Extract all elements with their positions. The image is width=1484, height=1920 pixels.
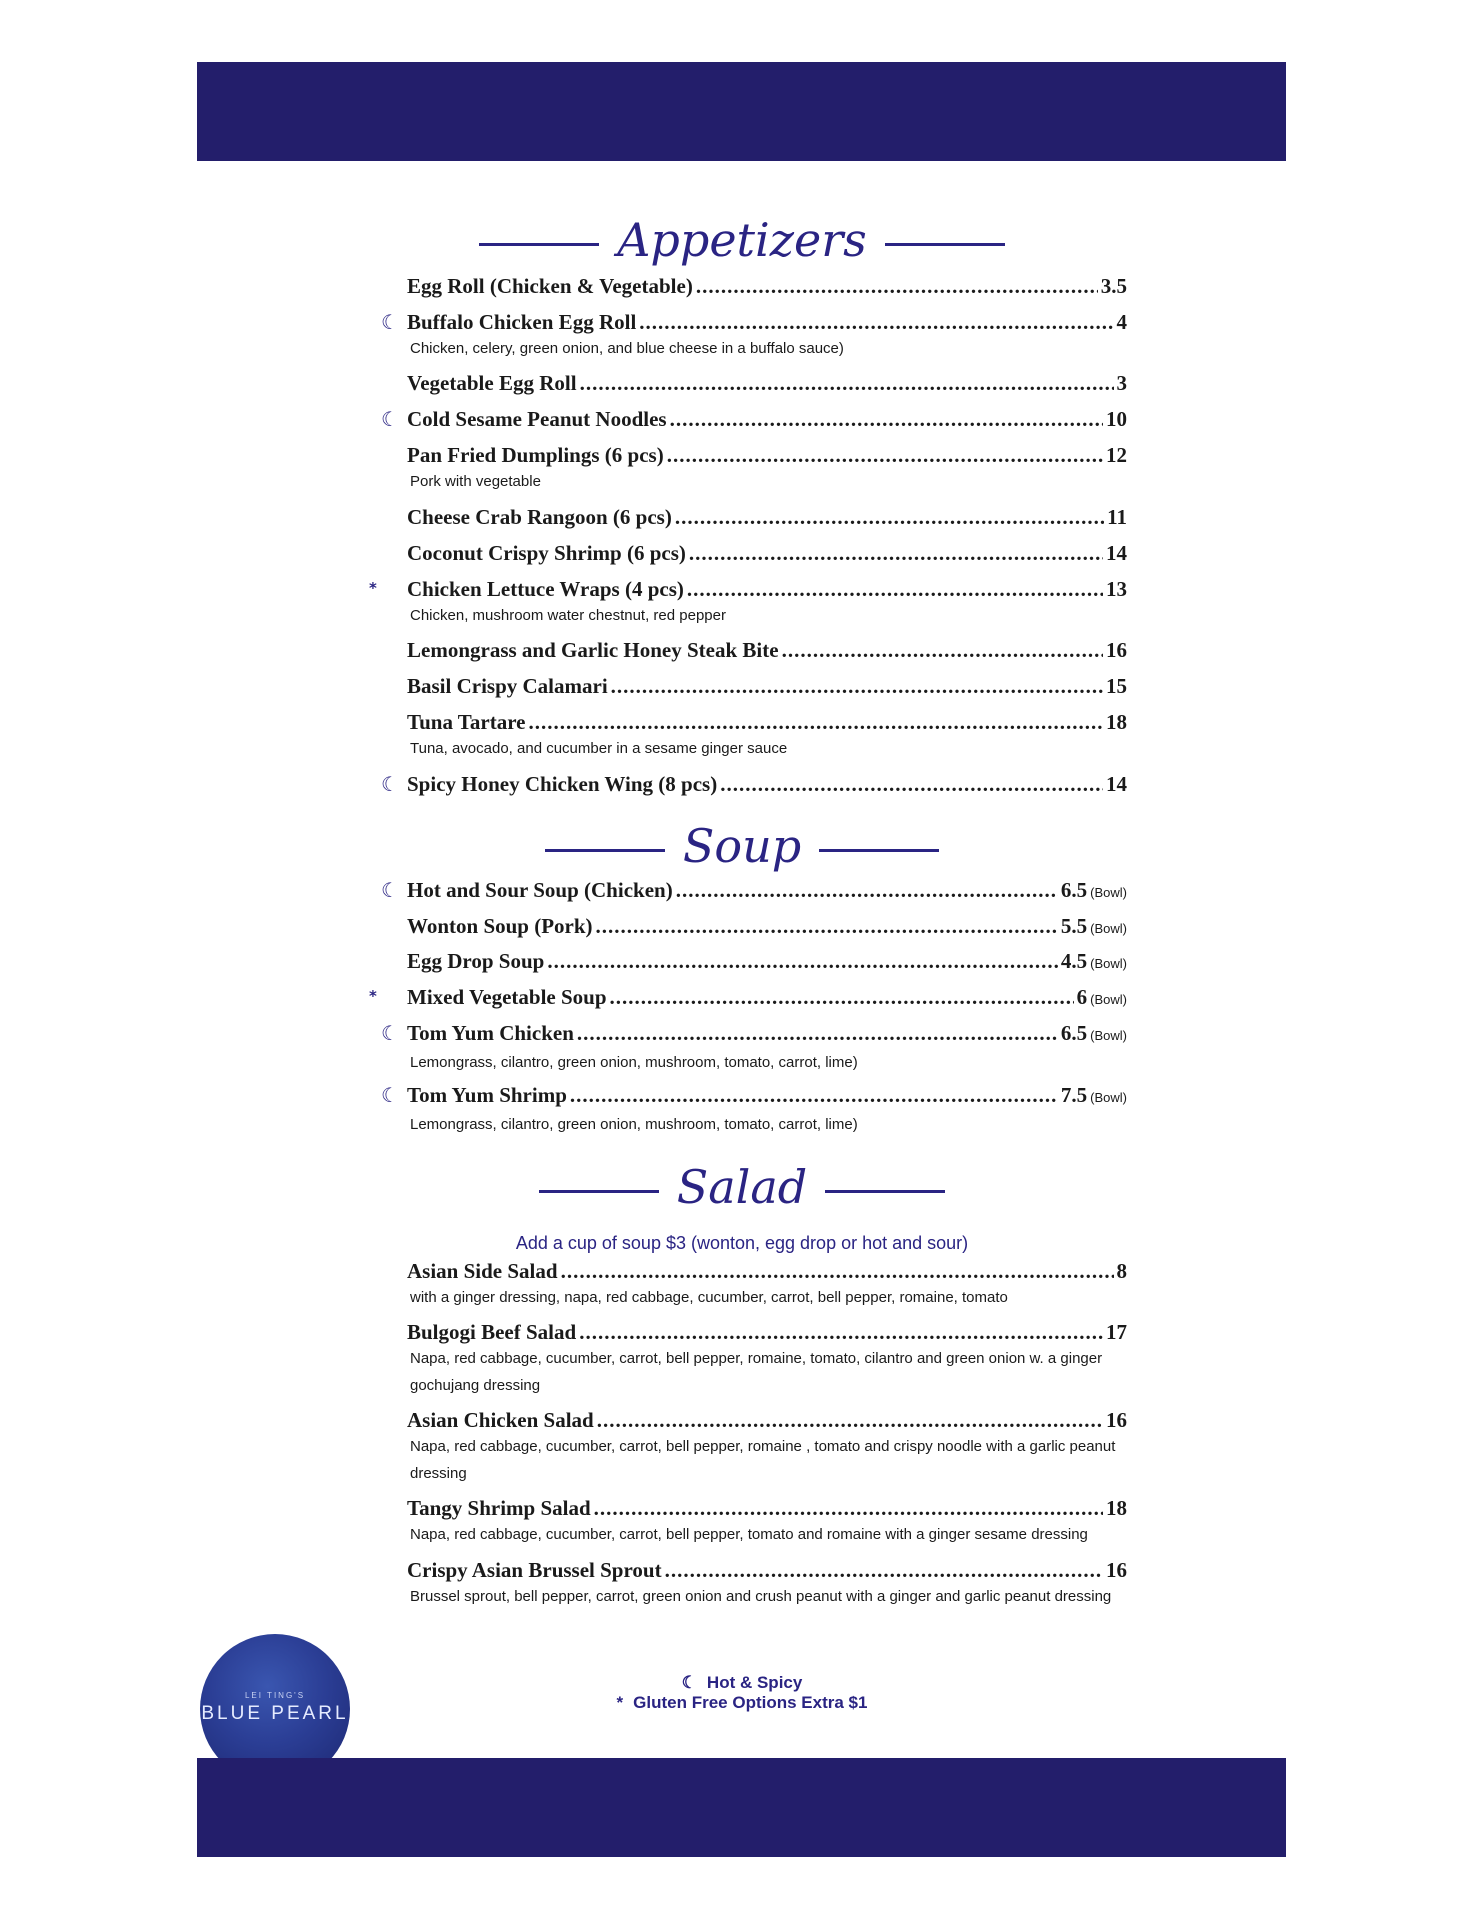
appetizers-heading — [0, 212, 1484, 268]
menu-item-name: Lemongrass and Garlic Honey Steak Bite — [407, 638, 779, 662]
menu-item-row — [407, 709, 1127, 735]
asterisk-icon: * — [616, 1693, 624, 1712]
menu-item-name: Basil Crispy Calamari — [407, 674, 608, 698]
heading-rule-left — [545, 849, 665, 852]
dot-leader — [687, 576, 1103, 602]
menu-item — [407, 442, 1127, 495]
menu-item-price — [1106, 637, 1127, 663]
dot-leader — [720, 771, 1103, 797]
menu-item-row — [407, 442, 1127, 468]
price-value: 11 — [1107, 505, 1127, 529]
price-value: 18 — [1106, 1496, 1127, 1520]
menu-item-description: Napa, red cabbage, cucumber, carrot, bell pepper, romaine , tomato and crispy noodle with a garlic peanut dressing — [410, 1438, 1116, 1482]
price-unit: (Bowl) — [1090, 1028, 1127, 1043]
menu-item-row — [407, 913, 1127, 942]
menu-item-description: Lemongrass, cilantro, green onion, mushroom, tomato, carrot, lime) — [410, 1054, 858, 1071]
menu-item-name: Bulgogi Beef Salad — [407, 1320, 577, 1344]
price-value: 4 — [1116, 310, 1127, 334]
menu-item-row — [407, 576, 1127, 602]
menu-item-row — [407, 948, 1127, 977]
menu-item — [407, 370, 1127, 396]
price-unit: (Bowl) — [1090, 885, 1127, 900]
salad-soup-note: Add a cup of soup $3 (wonton, egg drop or hot and sour) — [515, 1233, 969, 1253]
menu-item-price — [1061, 1020, 1127, 1049]
price-value: 16 — [1106, 638, 1127, 662]
asterisk-icon: * — [369, 987, 377, 1005]
price-value: 3.5 — [1100, 274, 1127, 298]
menu-item-price — [1106, 576, 1127, 602]
menu-item-name: Wonton Soup (Pork) — [407, 914, 593, 938]
menu-item — [381, 1082, 1127, 1138]
menu-item-name: Asian Side Salad — [407, 1259, 558, 1283]
salad-title: Salad — [676, 1160, 808, 1214]
dot-leader — [597, 1407, 1103, 1433]
menu-item-row — [407, 771, 1127, 797]
soup-title: Soup — [682, 819, 802, 873]
price-value: 16 — [1106, 1558, 1127, 1582]
menu-item-name: Cold Sesame Peanut Noodles — [407, 407, 667, 431]
heading-rule-right — [885, 243, 1005, 246]
price-unit: (Bowl) — [1090, 956, 1127, 971]
menu-item-row — [407, 1557, 1127, 1583]
menu-item-price — [1106, 1319, 1127, 1345]
menu-item — [407, 709, 1127, 762]
menu-item-name: Mixed Vegetable Soup — [407, 985, 607, 1009]
menu-item-row — [407, 877, 1127, 906]
price-value: 6.5 — [1060, 1021, 1088, 1045]
dot-leader — [610, 984, 1074, 1010]
dot-leader — [594, 1495, 1103, 1521]
menu-item-price — [1101, 273, 1127, 299]
menu-item-row — [407, 540, 1127, 566]
menu-item-name: Chicken Lettuce Wraps (4 pcs) — [407, 577, 684, 601]
menu-item-price — [1117, 370, 1128, 396]
legend-gluten-free — [0, 1693, 1484, 1713]
menu-item-price — [1106, 540, 1127, 566]
menu-item-description: Lemongrass, cilantro, green onion, mushroom, tomato, carrot, lime) — [410, 1116, 858, 1133]
menu-item-row — [407, 370, 1127, 396]
dot-leader — [596, 913, 1058, 939]
price-value: 3 — [1116, 371, 1127, 395]
menu-item — [407, 1495, 1127, 1548]
menu-item — [381, 406, 1127, 432]
dot-leader — [547, 948, 1058, 974]
appetizers-title: Appetizers — [617, 213, 867, 267]
menu-item — [407, 673, 1127, 699]
menu-item-price — [1106, 709, 1127, 735]
menu-item-row — [407, 1082, 1127, 1111]
menu-item-name: Tom Yum Shrimp — [407, 1083, 567, 1107]
moon-icon: ☾ — [681, 1673, 697, 1692]
price-unit: (Bowl) — [1090, 1090, 1127, 1105]
price-value: 14 — [1106, 772, 1127, 796]
menu-item-price — [1106, 406, 1127, 432]
menu-item-name: Egg Drop Soup — [407, 949, 545, 973]
dot-leader — [579, 1319, 1103, 1345]
logo-name: BLUE PEARL — [201, 1703, 349, 1724]
price-unit: (Bowl) — [1090, 992, 1127, 1007]
menu-item-name: Hot and Sour Soup (Chicken) — [407, 878, 673, 902]
menu-item — [381, 771, 1127, 797]
footer-band — [197, 1758, 1286, 1857]
price-value: 13 — [1106, 577, 1127, 601]
menu-item-row — [407, 637, 1127, 663]
dot-leader — [577, 1020, 1058, 1046]
menu-item-name: Cheese Crab Rangoon (6 pcs) — [407, 505, 672, 529]
dot-leader — [675, 504, 1104, 530]
menu-item-price — [1106, 673, 1127, 699]
menu-item-description: Tuna, avocado, and cucumber in a sesame ginger sauce — [410, 740, 788, 757]
price-value: 7.5 — [1060, 1083, 1088, 1107]
menu-item-description: with a ginger dressing, napa, red cabbage, cucumber, carrot, bell pepper, romaine, tomato — [410, 1289, 1008, 1306]
menu-item-description: Brussel sprout, bell pepper, carrot, green onion and crush peanut with a ginger and garlic peanut dressing — [410, 1588, 1112, 1605]
dot-leader — [611, 673, 1103, 699]
menu-item — [381, 1020, 1127, 1076]
menu-item-row — [407, 1020, 1127, 1049]
menu-item — [407, 913, 1127, 942]
menu-item — [407, 1319, 1127, 1399]
moon-icon: ☾ — [381, 310, 399, 334]
dot-leader — [696, 273, 1098, 299]
menu-item-row — [407, 1319, 1127, 1345]
moon-icon: ☾ — [381, 1021, 399, 1045]
menu-item — [407, 1407, 1127, 1487]
menu-item-price — [1106, 1407, 1127, 1433]
price-value: 12 — [1106, 443, 1127, 467]
menu-item-price — [1077, 984, 1127, 1013]
moon-icon: ☾ — [381, 878, 399, 902]
dot-leader — [580, 370, 1114, 396]
menu-item-price — [1106, 1557, 1127, 1583]
menu-item-name: Pan Fried Dumplings (6 pcs) — [407, 443, 664, 467]
menu-item — [407, 540, 1127, 566]
price-unit: (Bowl) — [1090, 921, 1127, 936]
menu-item-name: Tuna Tartare — [407, 710, 526, 734]
legend-hot-spicy — [0, 1673, 1484, 1693]
menu-item — [407, 504, 1127, 530]
moon-icon: ☾ — [381, 772, 399, 796]
price-value: 10 — [1106, 407, 1127, 431]
asterisk-icon: * — [369, 579, 377, 597]
menu-item — [369, 984, 1127, 1013]
menu-item-price — [1107, 504, 1127, 530]
price-value: 4.5 — [1060, 949, 1088, 973]
menu-item-description: Pork with vegetable — [410, 473, 541, 490]
price-value: 5.5 — [1060, 914, 1088, 938]
menu-item-price — [1106, 442, 1127, 468]
menu-item-row — [407, 309, 1127, 335]
menu-item-price — [1061, 1082, 1127, 1111]
menu-item — [381, 877, 1127, 906]
menu-item-row — [407, 406, 1127, 432]
moon-icon: ☾ — [381, 407, 399, 431]
dot-leader — [667, 442, 1103, 468]
menu-item — [407, 948, 1127, 977]
menu-item-price — [1061, 948, 1127, 977]
menu-item — [369, 576, 1127, 629]
dot-leader — [665, 1557, 1103, 1583]
menu-item-price — [1106, 1495, 1127, 1521]
menu-item — [407, 1557, 1127, 1610]
logo-top-text: LEI TING'S — [244, 1691, 306, 1700]
menu-item-price — [1117, 309, 1128, 335]
menu-item — [381, 309, 1127, 362]
heading-rule-left — [539, 1190, 659, 1193]
price-value: 18 — [1106, 710, 1127, 734]
menu-item-description: Napa, red cabbage, cucumber, carrot, bell pepper, tomato and romaine with a ginger sesame dressing — [410, 1526, 1088, 1543]
menu-item-description: Chicken, mushroom water chestnut, red pepper — [410, 607, 726, 624]
menu-item-price — [1106, 771, 1127, 797]
legend-gf-label: Gluten Free Options Extra $1 — [633, 1693, 868, 1712]
menu-item-row — [407, 1495, 1127, 1521]
menu-item-name: Egg Roll (Chicken & Vegetable) — [407, 274, 693, 298]
menu-item-price — [1061, 877, 1127, 906]
dot-leader — [782, 637, 1103, 663]
menu-item — [407, 1258, 1127, 1311]
menu-item-name: Spicy Honey Chicken Wing (8 pcs) — [407, 772, 718, 796]
dot-leader — [689, 540, 1103, 566]
menu-item-name: Tangy Shrimp Salad — [407, 1496, 591, 1520]
soup-heading — [0, 818, 1484, 874]
menu-item-price — [1061, 913, 1127, 942]
price-value: 15 — [1106, 674, 1127, 698]
price-value: 8 — [1116, 1259, 1127, 1283]
dot-leader — [561, 1258, 1114, 1284]
header-band — [197, 62, 1286, 161]
price-value: 17 — [1106, 1320, 1127, 1344]
moon-icon: ☾ — [381, 1083, 399, 1107]
menu-item-row — [407, 984, 1127, 1013]
menu-item-row — [407, 504, 1127, 530]
menu-item-name: Tom Yum Chicken — [407, 1021, 574, 1045]
price-value: 16 — [1106, 1408, 1127, 1432]
menu-item-row — [407, 1258, 1127, 1284]
dot-leader — [676, 877, 1058, 903]
dot-leader — [528, 709, 1103, 735]
menu-item-row — [407, 273, 1127, 299]
salad-heading — [0, 1159, 1484, 1215]
menu-item — [407, 273, 1127, 299]
menu-item — [407, 637, 1127, 663]
heading-rule-right — [819, 849, 939, 852]
menu-item-name: Vegetable Egg Roll — [407, 371, 577, 395]
dot-leader — [639, 309, 1113, 335]
menu-item-name: Buffalo Chicken Egg Roll — [407, 310, 637, 334]
price-value: 6.5 — [1060, 878, 1088, 902]
menu-item-description: Napa, red cabbage, cucumber, carrot, bell pepper, romaine, tomato, cilantro and green onion w. a ginger gochujang dressing — [410, 1350, 1103, 1394]
dot-leader — [670, 406, 1103, 432]
menu-item-name: Crispy Asian Brussel Sprout — [407, 1558, 662, 1582]
price-value: 14 — [1106, 541, 1127, 565]
menu-item-name: Asian Chicken Salad — [407, 1408, 594, 1432]
menu-item-row — [407, 1407, 1127, 1433]
menu-item-name: Coconut Crispy Shrimp (6 pcs) — [407, 541, 686, 565]
heading-rule-left — [479, 243, 599, 246]
menu-item-description: Chicken, celery, green onion, and blue cheese in a buffalo sauce) — [410, 340, 844, 357]
heading-rule-right — [825, 1190, 945, 1193]
price-value: 6 — [1076, 985, 1088, 1009]
legend-hot-label: Hot & Spicy — [706, 1673, 803, 1692]
dot-leader — [570, 1082, 1058, 1108]
menu-item-price — [1117, 1258, 1128, 1284]
menu-item-row — [407, 673, 1127, 699]
